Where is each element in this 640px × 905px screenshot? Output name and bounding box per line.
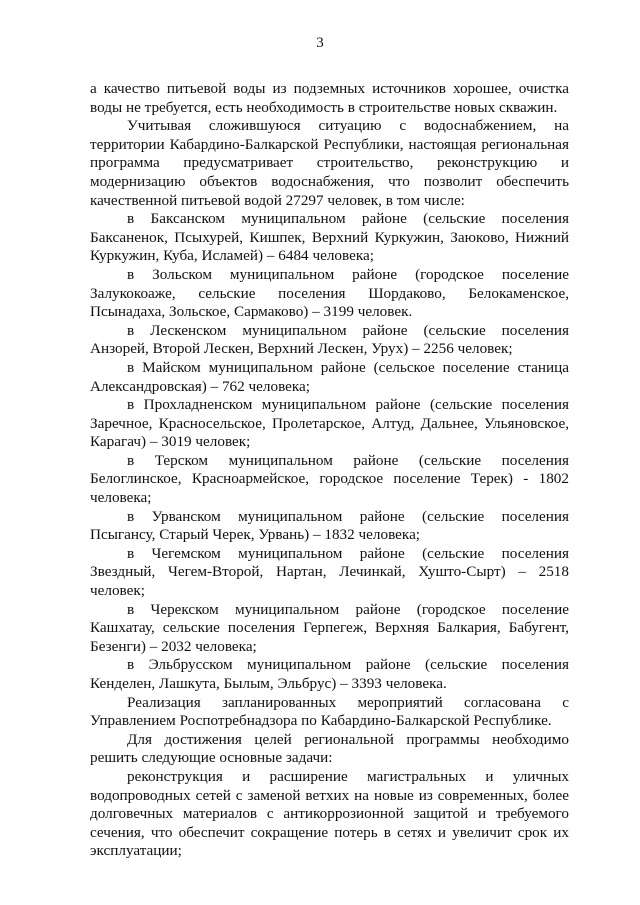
task-item: реконструкция и расширение магистральных и уличных водопроводных сетей с заменой ветхих на новые из современных, более долговечных материалов с антикоррозионной защитой и требуемого сечения, что обеспечит сокращение потерь в сетях и увеличит срок их эксплуатации; [90,767,569,860]
list-item: в Лескенском муниципальном районе (сельские поселения Анзорей, Второй Лескен, Верхний Лескен, Урух) – 2256 человек; [90,321,569,358]
list-item: в Чегемском муниципальном районе (сельские поселения Звездный, Чегем-Второй, Нартан, Лечинкай, Хушто-Сырт) – 2518 человек; [90,544,569,600]
document-body [90,80,569,861]
list-item: в Майском муниципальном районе (сельское поселение станица Александровская) – 762 человека; [90,358,569,395]
list-item: в Черекском муниципальном районе (городское поселение Кашхатау, сельские поселения Герпегеж, Верхняя Балкария, Бабугент, Безенги) – 2032 человека; [90,600,569,655]
list-item: в Урванском муниципальном районе (сельские поселения Псыгансу, Старый Черек, Урвань) – 1832 человека; [90,507,569,544]
paragraph: Для достижения целей региональной программы необходимо решить следующие основные задачи: [90,730,569,767]
list-item: в Зольском муниципальном районе (городское поселение Залукокоаже, сельские поселения Шордаково, Белокаменское, Псынадаха, Зольское, Сармаково) – 3199 человек. [90,265,569,321]
list-item: в Баксанском муниципальном районе (сельские поселения Баксаненок, Псыхурей, Кишпек, Верхний Куркужин, Заюково, Нижний Куркужин, Куба, Исламей) – 6484 человека; [90,210,569,265]
paragraph: Учитывая сложившуюся ситуацию с водоснабжением, на территории Кабардино-Балкарской Республики, настоящая региональная программа предусматривает строительство, реконструкцию и модернизацию объектов водоснабжения, что позволит обеспечить качественной питьевой водой 27297 человек, в том числе: [90,117,569,209]
list-item: в Терском муниципальном районе (сельские поселения Белоглинское, Красноармейское, городское поселение Терек) - 1802 человека; [90,451,569,507]
list-item: в Эльбрусском муниципальном районе (сельские поселения Кенделен, Лашкута, Былым, Эльбрус) – 3393 человека. [90,656,569,692]
page-number: 3 [316,35,324,51]
paragraph: а качество питьевой воды из подземных источников хорошее, очистка воды не требуется, есть необходимость в строительстве новых скважин. [90,80,569,116]
list-item: в Прохладненском муниципальном районе (сельские поселения Заречное, Красносельское, Пролетарское, Алтуд, Дальнее, Ульяновское, Карагач) – 3019 человек; [90,396,569,451]
paragraph: Реализация запланированных мероприятий согласована с Управлением Роспотребнадзора по Кабардино-Балкарской Республике. [90,693,569,730]
